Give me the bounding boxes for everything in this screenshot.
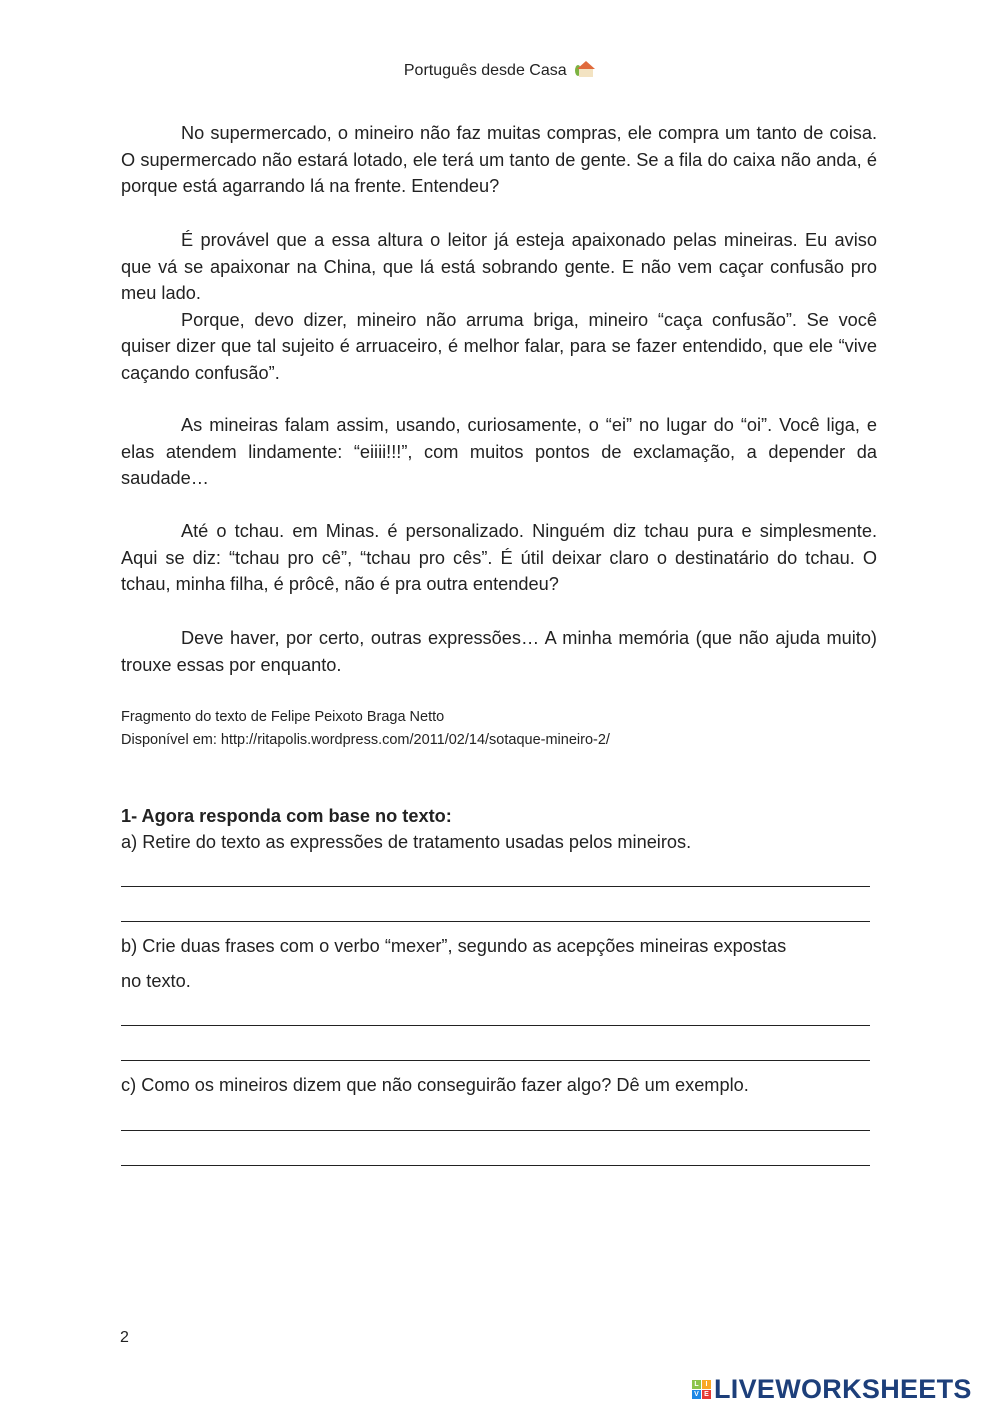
logo-tiles-icon <box>692 1380 711 1399</box>
house-icon <box>575 61 595 77</box>
answer-line-b1[interactable] <box>121 1025 870 1026</box>
paragraph-6 <box>121 625 877 678</box>
paragraph-text: Deve haver, por certo, outras expressões… A minha memória (que não ajuda muito) trouxe essas por enquanto. <box>121 628 877 675</box>
paragraph-4 <box>121 412 877 492</box>
paragraph-text: É provável que a essa altura o leitor já esteja apaixonado pelas mineiras. Eu aviso que vá se apaixonar na China, que lá está sobrando gente. E não vem caçar confusão pro meu lado. <box>121 230 877 303</box>
logo-tile: E <box>702 1390 711 1399</box>
header-title: Português desde Casa <box>403 62 567 79</box>
paragraph-text: As mineiras falam assim, usando, curiosamente, o “ei” no lugar do “oi”. Você liga, e elas atendem lindamente: “eiiii!!!”, com muitos pontos de exclamação, a depender da saudade… <box>121 415 877 488</box>
paragraph-text: No supermercado, o mineiro não faz muitas compras, ele compra um tanto de coisa. O supermercado não estará lotado, ele terá um tanto de gente. Se a fila do caixa não anda, é porque está agarrando lá na frente. Entendeu? <box>121 123 877 196</box>
question-a: a) Retire do texto as expressões de tratamento usadas pelos mineiros. <box>121 832 692 852</box>
logo-tile: I <box>702 1380 711 1389</box>
answer-line-a2[interactable] <box>121 921 870 922</box>
logo-text: LIVEWORKSHEETS <box>714 1374 972 1404</box>
answer-line-c1[interactable] <box>121 1130 870 1131</box>
source-citation <box>121 706 610 752</box>
answer-line-c2[interactable] <box>121 1165 870 1166</box>
question-b-cont: no texto. <box>121 971 191 991</box>
questions-title: 1- Agora responda com base no texto: <box>121 806 452 826</box>
paragraph-2-3 <box>121 227 877 386</box>
logo-tile: V <box>692 1390 701 1399</box>
paragraph-1 <box>121 120 877 200</box>
source-author: Fragmento do texto de Felipe Peixoto Braga Netto <box>121 709 445 725</box>
page-number: 2 <box>120 1329 129 1346</box>
logo-tile: L <box>692 1380 701 1389</box>
paragraph-text: Porque, devo dizer, mineiro não arruma briga, mineiro “caça confusão”. Se você quiser dizer que tal sujeito é arruaceiro, é melhor falar, para se fazer entendido, que ele “vive caçando confusão”. <box>121 309 877 383</box>
source-url: Disponível em: http://ritapolis.wordpress.com/2011/02/14/sotaque-mineiro-2/ <box>121 732 610 748</box>
paragraph-5 <box>121 518 877 598</box>
answer-line-a1[interactable] <box>121 886 870 887</box>
question-b: b) Crie duas frases com o verbo “mexer”, segundo as acepções mineiras expostas <box>121 936 787 956</box>
answer-line-b2[interactable] <box>121 1060 870 1061</box>
page-header <box>0 61 999 80</box>
question-c: c) Como os mineiros dizem que não conseguirão fazer algo? Dê um exemplo. <box>121 1075 749 1095</box>
paragraph-text: Até o tchau. em Minas. é personalizado. Ninguém diz tchau pura e simplesmente. Aqui se diz: “tchau pro cê”, “tchau pro cês”. É útil deixar claro o destinatário do tchau. O tchau, minha filha, é prôcê, não é pra outra entendeu? <box>121 521 877 594</box>
liveworksheets-logo <box>692 1374 972 1405</box>
